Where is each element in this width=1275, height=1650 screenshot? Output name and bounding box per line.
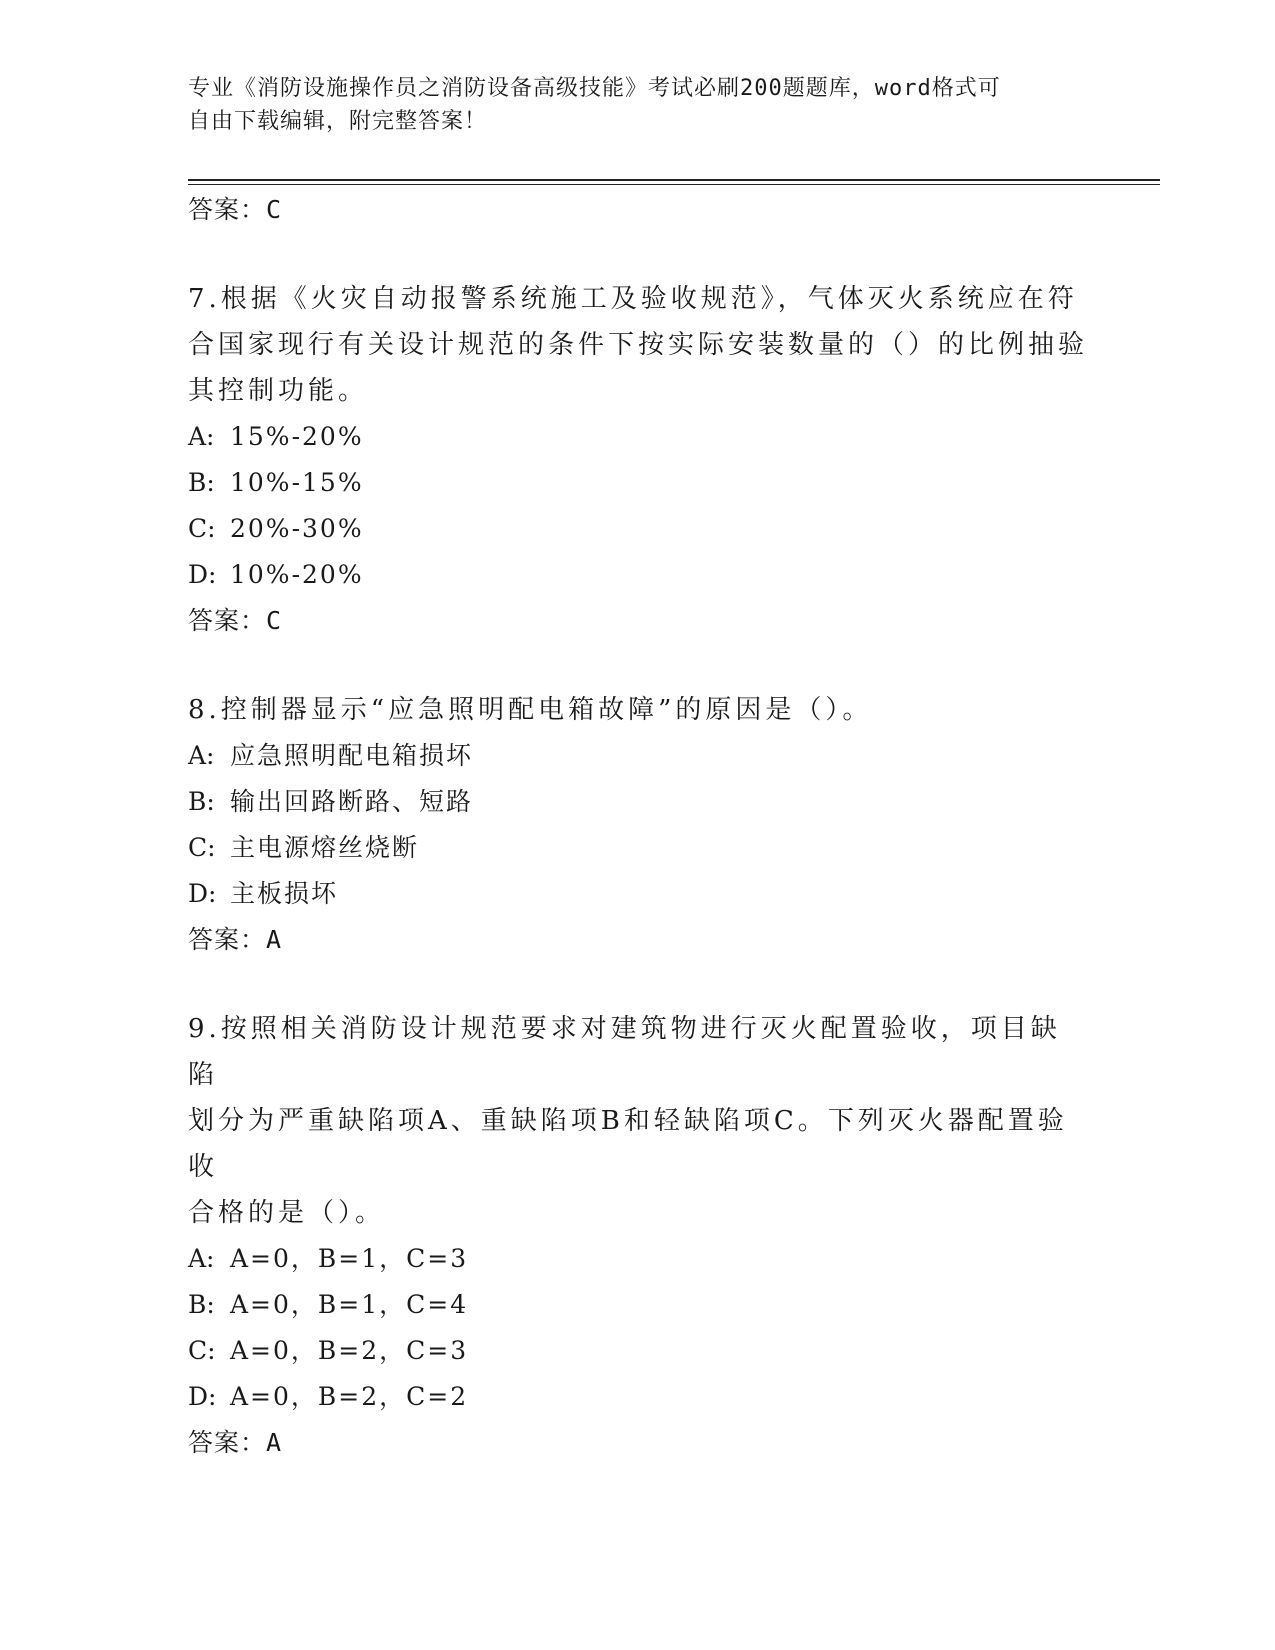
header-divider-thick (188, 179, 1160, 181)
option-text: A=0，B=1，C=4 (230, 1290, 469, 1319)
header-line-1: 专业《消防设施操作员之消防设备高级技能》考试必刷200题题库，word格式可 (188, 76, 1001, 101)
question-8 (188, 687, 1088, 963)
answer: 答案：C (188, 606, 283, 635)
option-text: 主板损坏 (230, 879, 339, 908)
option-b (188, 779, 1088, 825)
option-text: 10%-20% (230, 560, 364, 589)
answer: 答案：A (188, 1428, 283, 1457)
option-label: C: (188, 833, 216, 862)
document-body (188, 187, 1088, 1466)
option-c (188, 1328, 1088, 1374)
option-b (188, 460, 1088, 506)
spacer (188, 644, 1088, 687)
header-line-2: 自由下载编辑，附完整答案！ (188, 109, 488, 134)
question-text (188, 687, 1088, 733)
header-divider-thin (188, 184, 1160, 185)
document-header (188, 72, 1088, 138)
option-a (188, 733, 1088, 779)
option-d (188, 1374, 1088, 1420)
question-line: 9.按照相关消防设计规范要求对建筑物进行灭火配置验收，项目缺陷 (188, 1014, 1061, 1090)
option-label: A: (188, 741, 215, 770)
option-c (188, 506, 1088, 552)
question-line: 其控制功能。 (188, 376, 369, 406)
previous-answer: 答案：C (188, 195, 283, 224)
option-text: A=0，B=2，C=3 (230, 1336, 469, 1365)
option-a (188, 1236, 1088, 1282)
option-d (188, 871, 1088, 917)
option-text: 10%-15% (230, 468, 364, 497)
question-line: 8.控制器显示“应急照明配电箱故障”的原因是（）。 (188, 695, 873, 725)
question-line: 合格的是（）。 (188, 1198, 386, 1228)
option-text: 15%-20% (230, 422, 364, 451)
question-line: 划分为严重缺陷项A、重缺陷项B和轻缺陷项C。下列灭火器配置验收 (188, 1106, 1068, 1182)
option-label: C: (188, 514, 216, 543)
option-label: B: (188, 1290, 215, 1319)
option-text: A=0，B=1，C=3 (230, 1244, 469, 1273)
option-d (188, 552, 1088, 598)
option-label: D: (188, 879, 217, 908)
question-text (188, 276, 1088, 414)
option-text: 20%-30% (230, 514, 364, 543)
option-text: 主电源熔丝烧断 (230, 833, 420, 862)
spacer (188, 963, 1088, 1006)
question-line: 7.根据《火灾自动报警系统施工及验收规范》，气体灭火系统应在符 (188, 284, 1078, 314)
option-text: 应急照明配电箱损坏 (230, 741, 474, 770)
option-label: D: (188, 560, 217, 589)
answer: 答案：A (188, 925, 283, 954)
option-label: A: (188, 422, 215, 451)
option-text: 输出回路断路、短路 (230, 787, 474, 816)
option-label: B: (188, 468, 215, 497)
option-b (188, 1282, 1088, 1328)
option-c (188, 825, 1088, 871)
question-line: 合国家现行有关设计规范的条件下按实际安装数量的（）的比例抽验 (188, 330, 1089, 360)
option-label: D: (188, 1382, 217, 1411)
spacer (188, 233, 1088, 276)
option-label: C: (188, 1336, 216, 1365)
option-a (188, 414, 1088, 460)
question-7 (188, 276, 1088, 644)
option-label: A: (188, 1244, 215, 1273)
option-text: A=0，B=2，C=2 (230, 1382, 469, 1411)
question-9 (188, 1006, 1088, 1466)
question-text (188, 1006, 1088, 1236)
option-label: B: (188, 787, 215, 816)
